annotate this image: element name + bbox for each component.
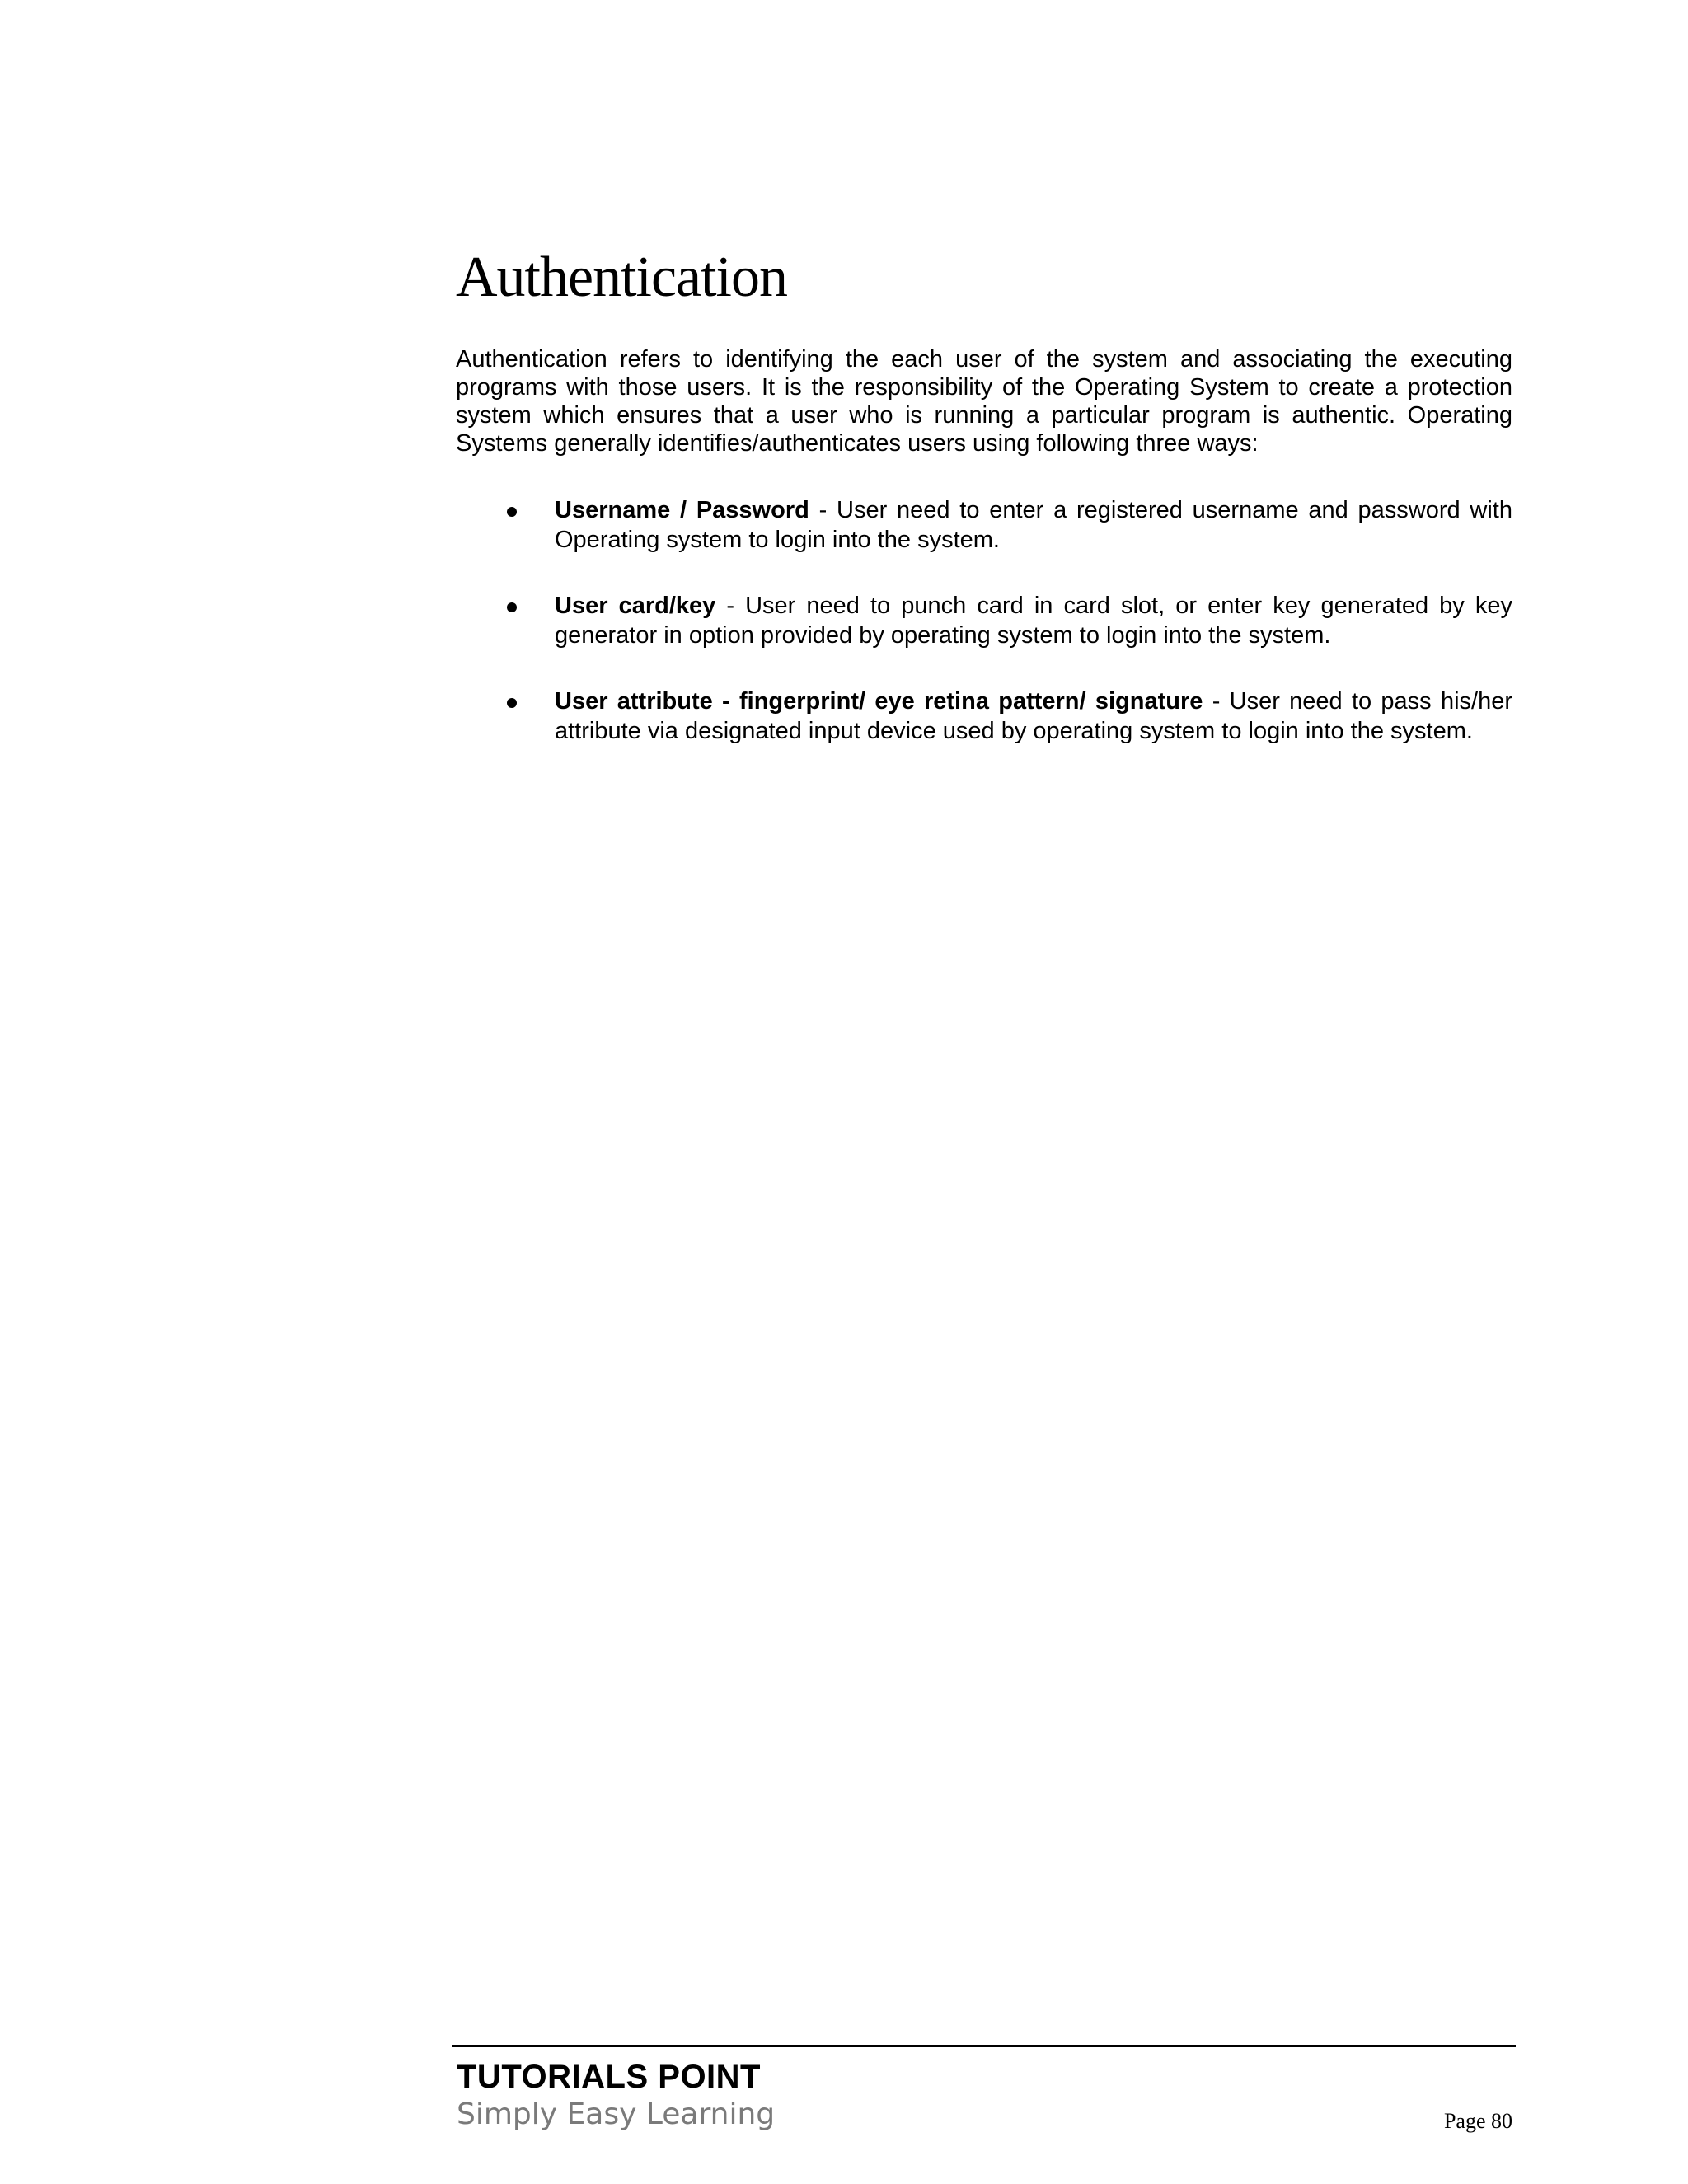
authentication-methods-list [456,495,1512,746]
page-number: Page 80 [1443,2109,1512,2133]
page-title: Authentication [456,246,788,309]
bullet-icon [507,602,517,612]
bullet-icon [507,698,517,708]
list-item-user-card-key [456,591,1512,650]
bullet-icon [507,507,517,517]
list-item-username-password [456,495,1512,555]
bullet-text: - User need to enter a registered username and password with Operating system to login into the system. [555,497,1512,553]
bullet-text: - User need to punch card in card slot, or enter key generated by key generator in option provided by operating system to login into the system. [555,593,1512,649]
footer-divider [452,2045,1516,2047]
page-content [456,243,1512,782]
bullet-term: User attribute - fingerprint/ eye retina pattern/ signature [555,688,1203,715]
bullet-term: Username / Password [555,497,809,523]
intro-paragraph: Authentication refers to identifying the each user of the system and associating the executing programs with those users. It is the responsibility of the Operating System to create a protection system which ensures that a user who is running a particular program is authentic. Operating Systems generally identifies/authenticates users using following three ways: [456,346,1512,457]
bullet-term: User card/key [555,593,716,619]
page-footer [452,2045,1516,2133]
footer-brand: TUTORIALS POINT [457,2059,761,2095]
list-item-user-attribute [456,687,1512,746]
bullet-text: - User need to pass his/her attribute via designated input device used by operating system to login into the system. [555,688,1512,744]
footer-tagline: Simply Easy Learning [457,2097,776,2131]
